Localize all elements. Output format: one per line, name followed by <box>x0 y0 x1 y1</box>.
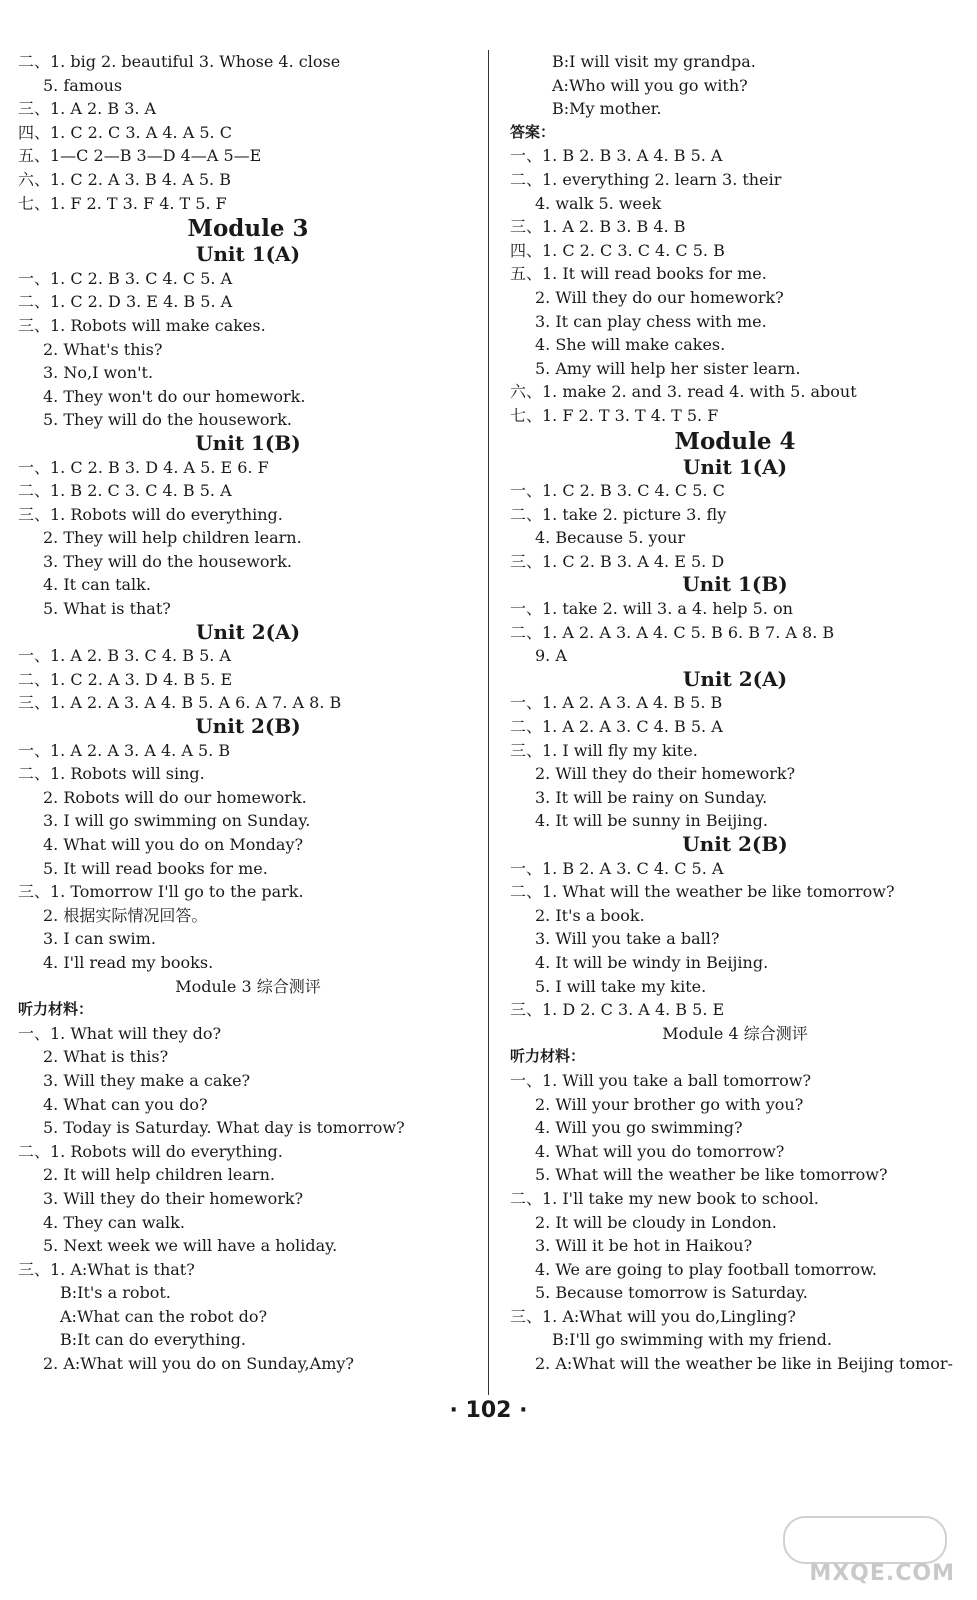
answer-site-logo-icon <box>783 1516 947 1564</box>
answer-line: 9. A <box>535 646 567 666</box>
answer-line: 二、1. A 2. A 3. A 4. C 5. B 6. B 7. A 8. B <box>510 622 835 642</box>
answer-line: 二、1. B 2. C 3. C 4. B 5. A <box>18 481 232 501</box>
unit-title: Unit 1(B) <box>682 572 788 597</box>
answer-line: 4. It will be windy in Beijing. <box>535 952 769 972</box>
watermark <box>780 1516 955 1586</box>
answer-line: 二、1. I'll take my new book to school. <box>510 1188 819 1208</box>
answer-line: 六、1. C 2. A 3. B 4. A 5. B <box>18 169 231 189</box>
answer-line: 4. What will you do on Monday? <box>43 835 304 854</box>
answer-line: 一、1. C 2. B 3. C 4. C 5. A <box>18 268 233 288</box>
answer-line: 七、1. F 2. T 3. F 4. T 5. F <box>18 193 227 213</box>
answer-line: 4. walk 5. week <box>535 193 662 213</box>
unit-title: Unit 2(A) <box>195 619 301 644</box>
section-heading: 听力材料： <box>510 1047 586 1066</box>
watermark-text: MXQE.COM <box>809 1561 955 1586</box>
answer-line: 4. Because 5. your <box>535 528 686 548</box>
answer-line: 三、1. I will fly my kite. <box>510 740 698 760</box>
answer-line: 4. What will you do tomorrow? <box>535 1141 785 1161</box>
answer-line: 5. What is that? <box>43 599 171 619</box>
answer-line: 2. A:What will you do on Sunday,Amy? <box>43 1354 354 1374</box>
answer-line: 一、1. What will they do? <box>18 1023 222 1043</box>
unit-title: Unit 1(A) <box>682 454 788 479</box>
answer-line: 2. Will they do their homework? <box>535 764 796 784</box>
answer-line: 2. What is this? <box>43 1047 169 1067</box>
answer-line: 5. I will take my kite. <box>535 976 707 996</box>
answer-line: 二、1. A 2. A 3. C 4. B 5. A <box>510 717 723 737</box>
answer-line: B:I'll go swimming with my friend. <box>552 1330 832 1350</box>
answer-line: 2. It will be cloudy in London. <box>535 1212 777 1232</box>
answer-line: 三、1. C 2. B 3. A 4. E 5. D <box>510 551 725 571</box>
module-title: Module 3 <box>187 215 309 243</box>
answer-line: 三、1. Robots will make cakes. <box>18 315 266 335</box>
section-heading: 听力材料： <box>18 1000 94 1019</box>
section-heading: 答案： <box>510 122 556 141</box>
answer-line: B:I will visit my grandpa. <box>552 52 756 71</box>
answer-line: 3. I can swim. <box>43 929 156 949</box>
answer-line: 2. Will your brother go with you? <box>535 1094 804 1114</box>
answer-line: A:Who will you go with? <box>552 75 748 95</box>
module-test-title: Module 3 综合测评 <box>175 976 321 996</box>
answer-line: 3. No,I won't. <box>43 363 154 383</box>
answer-line: 2. 根据实际情况回答。 <box>43 905 208 925</box>
answer-line: 三、1. A 2. B 3. B 4. B <box>510 217 686 237</box>
unit-title: Unit 2(A) <box>682 666 788 691</box>
answer-line: B:It's a robot. <box>60 1283 171 1303</box>
answer-line: 四、1. C 2. C 3. A 4. A 5. C <box>18 122 232 142</box>
answer-line: 3. Will it be hot in Haikou? <box>535 1236 753 1256</box>
answer-column-right <box>510 50 960 1376</box>
answer-line: 一、1. A 2. A 3. A 4. B 5. B <box>510 693 723 713</box>
module-title: Module 4 <box>674 427 796 455</box>
answer-line: A:What can the robot do? <box>60 1306 268 1326</box>
answer-line: 5. It will read books for me. <box>43 858 268 878</box>
answer-line: 3. Will they make a cake? <box>43 1070 251 1090</box>
answer-line: 一、1. B 2. B 3. A 4. B 5. A <box>510 146 723 166</box>
answer-line: 4. It can talk. <box>43 575 151 595</box>
answer-line: B:It can do everything. <box>60 1330 246 1350</box>
answer-line: 2. Robots will do our homework. <box>43 787 307 807</box>
answer-line: 3. Will they do their homework? <box>43 1188 304 1208</box>
answer-line: 一、1. A 2. A 3. A 4. A 5. B <box>18 740 231 760</box>
answer-line: 一、1. A 2. B 3. C 4. B 5. A <box>18 646 231 666</box>
answer-line: 四、1. C 2. C 3. C 4. C 5. B <box>510 240 725 260</box>
answer-line: 5. They will do the housework. <box>43 410 292 430</box>
answer-line: 三、1. Tomorrow I'll go to the park. <box>18 882 304 902</box>
answer-line: 二、1. Robots will do everything. <box>18 1141 283 1161</box>
answer-line: 一、1. C 2. B 3. C 4. C 5. C <box>510 481 725 501</box>
answer-line: 五、1—C 2—B 3—D 4—A 5—E <box>18 146 262 166</box>
answer-line: 3. Will you take a ball? <box>535 929 720 949</box>
answer-line: 3. They will do the housework. <box>43 551 292 571</box>
answer-line: 5. Next week we will have a holiday. <box>43 1236 338 1256</box>
answer-line: 一、1. take 2. will 3. a 4. help 5. on <box>510 599 793 619</box>
page-number: · 102 · <box>449 1398 528 1423</box>
answer-line: 2. Will they do our homework? <box>535 287 784 307</box>
answer-line: 3. It will be rainy on Sunday. <box>535 787 768 807</box>
answer-line: 二、1. Robots will sing. <box>18 764 205 784</box>
answer-line: 4. They won't do our homework. <box>43 386 306 406</box>
answer-line: 2. They will help children learn. <box>43 528 302 548</box>
answer-line: 5. Amy will help her sister learn. <box>535 358 801 378</box>
answer-line: 2. A:What will the weather be like in Beijing tomor- <box>535 1354 953 1374</box>
answer-line: 4. We are going to play football tomorrow. <box>535 1259 877 1279</box>
answer-line: 二、1. C 2. D 3. E 4. B 5. A <box>18 292 233 312</box>
answer-line: 4. What can you do? <box>43 1094 208 1114</box>
answer-line: 三、1. A:What will you do,Lingling? <box>510 1306 796 1326</box>
answer-line: 5. What will the weather be like tomorrow? <box>535 1165 888 1185</box>
answer-line: 2. What's this? <box>43 339 163 359</box>
answer-line: 3. It can play chess with me. <box>535 311 767 331</box>
answer-line: 一、1. B 2. A 3. C 4. C 5. A <box>510 858 724 878</box>
answer-line: 二、1. What will the weather be like tomorrow? <box>510 882 895 902</box>
answer-line: 2. It's a book. <box>535 905 645 925</box>
unit-title: Unit 1(A) <box>195 242 301 267</box>
answer-line: 一、1. C 2. B 3. D 4. A 5. E 6. F <box>18 457 269 477</box>
answer-line: 三、1. A 2. A 3. A 4. B 5. A 6. A 7. A 8. B <box>18 693 342 713</box>
answer-line: 六、1. make 2. and 3. read 4. with 5. about <box>510 382 857 402</box>
answer-line: 二、1. big 2. beautiful 3. Whose 4. close <box>18 52 341 71</box>
answer-line: 2. It will help children learn. <box>43 1165 275 1185</box>
answer-line: 5. Today is Saturday. What day is tomorrow? <box>43 1118 405 1138</box>
answer-line: 三、1. Robots will do everything. <box>18 504 283 524</box>
answer-line: 4. They can walk. <box>43 1212 185 1232</box>
module-test-title: Module 4 综合测评 <box>662 1023 808 1043</box>
unit-title: Unit 2(B) <box>682 832 788 856</box>
answer-line: 三、1. D 2. C 3. A 4. B 5. E <box>510 1000 725 1020</box>
answer-line: 二、1. C 2. A 3. D 4. B 5. E <box>18 669 233 689</box>
answer-line: 二、1. everything 2. learn 3. their <box>510 169 782 189</box>
answer-line: 3. I will go swimming on Sunday. <box>43 811 311 831</box>
unit-title: Unit 2(B) <box>195 714 301 739</box>
unit-title: Unit 1(B) <box>195 430 301 455</box>
answer-line: 三、1. A 2. B 3. A <box>18 99 157 119</box>
column-divider <box>488 50 489 1395</box>
answer-column-left <box>18 50 478 1376</box>
answer-line: 二、1. take 2. picture 3. fly <box>510 504 727 524</box>
answer-line: 5. famous <box>43 75 123 95</box>
answer-line: 5. Because tomorrow is Saturday. <box>535 1283 808 1303</box>
answer-line: 4. She will make cakes. <box>535 335 726 355</box>
answer-line: 五、1. It will read books for me. <box>510 264 767 284</box>
answer-line: 4. I'll read my books. <box>43 952 214 972</box>
answer-line: B:My mother. <box>552 99 662 119</box>
answer-line: 一、1. Will you take a ball tomorrow? <box>510 1070 812 1090</box>
answer-line: 七、1. F 2. T 3. T 4. T 5. F <box>510 405 719 425</box>
answer-line: 4. It will be sunny in Beijing. <box>535 811 768 831</box>
answer-line: 三、1. A:What is that? <box>18 1259 195 1279</box>
answer-line: 4. Will you go swimming? <box>535 1118 743 1138</box>
